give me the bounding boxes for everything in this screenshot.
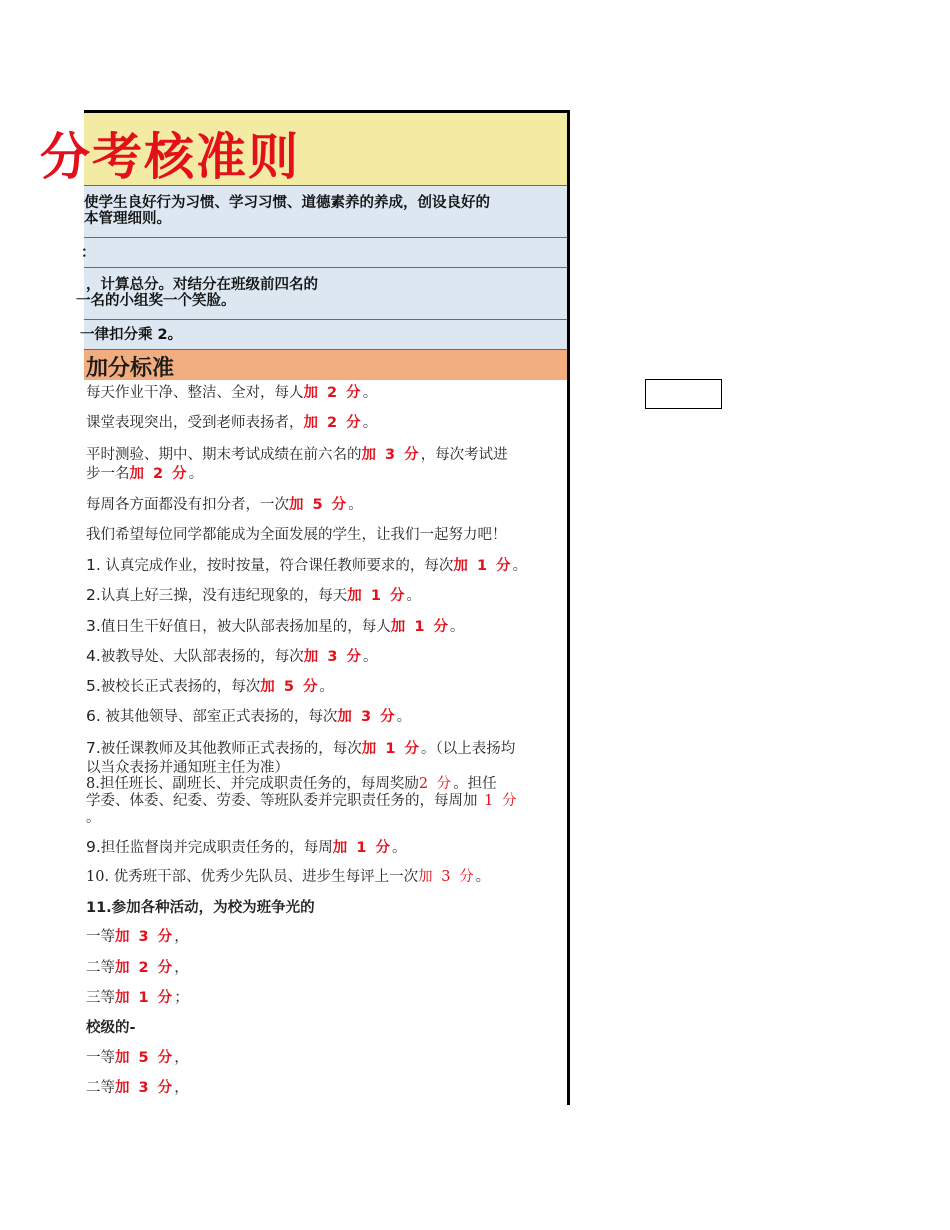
intro-line-1: 使学生良好行为习惯、学习习惯、道德素养的养成，创设良好的: [84, 195, 490, 211]
plus-section-title: 加分标准: [86, 355, 175, 381]
award-row: 一等加 3 分，: [86, 929, 189, 945]
award-row: 二等加 3 分，: [86, 1080, 189, 1096]
multiplier-band: [80, 320, 567, 350]
award-row: 一等加 5 分，: [86, 1050, 189, 1066]
rule-row: 5.被校长正式表扬的，每次加 5 分。: [86, 677, 334, 695]
award-row: 二等加 2 分，: [86, 960, 189, 976]
summary-line-1: ，计算总分。对结分在班级前四名的: [86, 277, 318, 293]
page-title: 分考核准则: [40, 127, 300, 186]
selected-cell-outline[interactable]: [645, 379, 722, 409]
intro-band: [84, 186, 567, 238]
multiplier-note: 一律扣分乘 2。: [80, 327, 183, 343]
note-colon: ：: [81, 245, 96, 261]
rule-row: 每周各方面都没有扣分者，一次加 5 分。: [86, 497, 363, 513]
rule-row: 每天作业干净、整洁、全对，每人加 2 分。: [86, 385, 378, 401]
note-band: [81, 238, 567, 268]
rule-row: 2.认真上好三操，没有违纪现象的，每天加 1 分。: [86, 586, 421, 604]
intro-line-2: 本管理细则。: [84, 211, 171, 227]
rule-row: 课堂表现突出，受到老师表扬者，加 2 分。: [86, 415, 378, 431]
rule-row: 7.被任课教师及其他教师正式表扬的，每次加 1 分。（以上表扬均 以当众表扬并通知班主任为准）: [86, 739, 516, 776]
title-band: [40, 113, 567, 186]
rule-row: 4.被教导处、大队部表扬的，每次加 3 分。: [86, 647, 378, 665]
activity-heading: 11.参加各种活动，为校为班争光的: [86, 900, 315, 916]
rule-row: 1. 认真完成作业，按时按量，符合课任教师要求的，每次加 1 分。: [86, 556, 528, 574]
summary-line-2: 一名的小组奖一个笑脸。: [76, 293, 236, 309]
rule-row: 3.值日生干好值日，被大队部表扬加星的，每人加 1 分。: [86, 617, 465, 635]
sheet-right-border: [567, 110, 570, 1105]
rule-row: 8.担任班长、副班长、并完成职责任务的，每周奖励2 分。担任 学委、体委、纪委、劳委、等班队委并完职责任务的，每周加 1 分 。: [86, 776, 519, 826]
rule-row: 平时测验、期中、期末考试成绩在前六名的加 3 分，每次考试进 步一名加 2 分。: [86, 447, 508, 482]
rule-row: 10. 优秀班干部、优秀少先队员、进步生每评上一次加 3 分。: [86, 869, 491, 885]
spreadsheet-print-area: [40, 110, 570, 1105]
rule-row: 6. 被其他领导、部室正式表扬的，每次加 3 分。: [86, 707, 412, 725]
rule-row: 9.担任监督岗并完成职责任务的，每周加 1 分。: [86, 838, 407, 856]
plus-section-header: [84, 350, 567, 380]
school-level-heading: 校级的-: [86, 1020, 136, 1036]
award-row: 三等加 1 分；: [86, 990, 189, 1006]
summary-band: [76, 268, 567, 320]
encouragement-row: 我们希望每位同学都能成为全面发展的学生，让我们一起努力吧！: [86, 527, 507, 543]
